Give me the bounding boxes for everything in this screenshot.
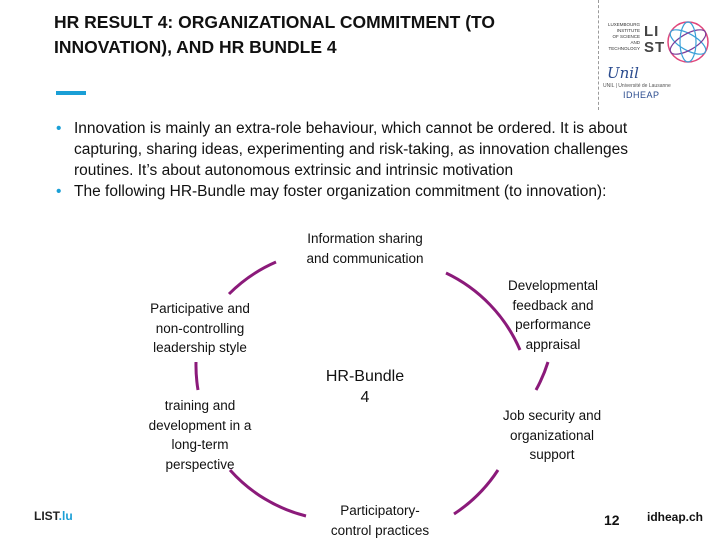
node-job-security: Job security and organizational support: [502, 408, 602, 462]
cycle-arc: [196, 362, 198, 390]
idheap-logo-text: IDHEAP: [623, 90, 660, 100]
list-footer-logo: LIST.lu: [34, 509, 73, 523]
bullet-dot-icon: •: [56, 183, 62, 200]
list-logo-letters: LI ST: [644, 23, 666, 56]
bullet-item: • The following HR-Bundle may foster organization commitment (to innovation):: [56, 183, 607, 200]
cycle-center-label: HR-Bundle 4: [325, 368, 405, 406]
bullet-item: • Innovation is mainly an extra-role behaviour, which cannot be ordered. It is about capturing, sharing ideas, experimenting and risk-taking, as innovation challenges routines. It’s about autonomous extrinsic and intrinsic motivation: [56, 120, 629, 179]
unil-subtext: UNIL | Université de Lausanne: [603, 83, 671, 89]
slide-title-line-2: INNOVATION), AND HR BUNDLE 4: [54, 37, 337, 57]
list-logo-small-text: LUXEMBOURG INSTITUTE OF SCIENCE AND TECHNOLOGY: [607, 22, 640, 51]
node-training-development: training and development in a long-term perspective: [148, 398, 252, 472]
page-number: 12: [604, 512, 620, 528]
cycle-arc: [536, 362, 548, 390]
slide-title-line-1: HR RESULT 4: ORGANIZATIONAL COMMITMENT (TO: [54, 12, 496, 32]
node-information-sharing: Information sharing and communication: [306, 231, 424, 266]
bullet-dot-icon: •: [56, 120, 62, 137]
unil-wordmark: Unil: [607, 64, 639, 82]
node-participative-leadership: Participative and non-controlling leadership style: [150, 301, 250, 355]
node-participatory-control: Participatory- control practices: [330, 503, 430, 538]
footer-site: idheap.ch: [647, 510, 704, 524]
node-developmental-feedback: Developmental feedback and performance appraisal: [507, 278, 599, 352]
cycle-arc: [229, 262, 276, 294]
cycle-arc: [230, 470, 306, 516]
